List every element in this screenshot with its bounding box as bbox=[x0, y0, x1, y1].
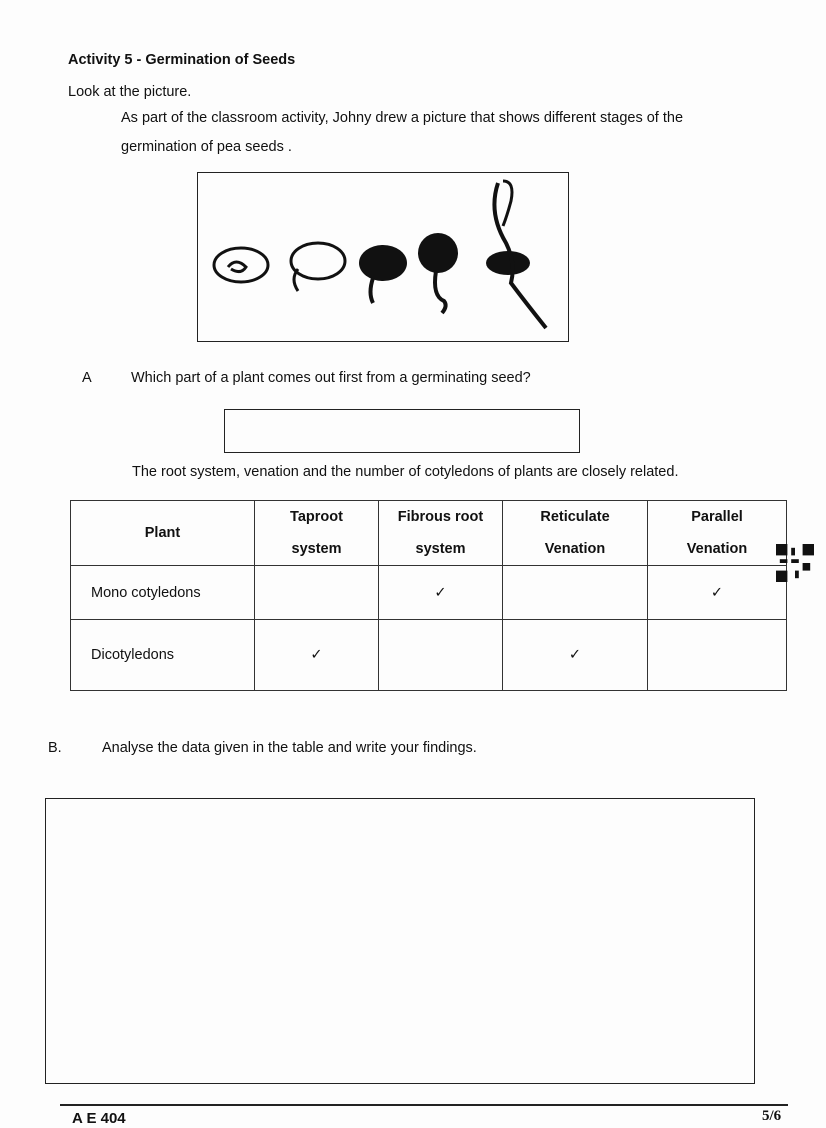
activity-title: Activity 5 - Germination of Seeds bbox=[68, 52, 296, 68]
header-reticulate: Reticulate Venation bbox=[503, 501, 648, 566]
plant-comparison-table bbox=[70, 500, 787, 691]
seed-stages-illustration bbox=[198, 173, 568, 341]
header-parallel: Parallel Venation bbox=[648, 501, 787, 566]
qr-code bbox=[776, 544, 814, 582]
answer-b-box[interactable] bbox=[45, 798, 755, 1084]
check-cell bbox=[503, 566, 648, 620]
answer-a-box[interactable] bbox=[224, 409, 580, 453]
question-b-label: B. bbox=[48, 740, 62, 756]
question-a-label: A bbox=[82, 370, 92, 386]
row-plant: Mono cotyledons bbox=[71, 566, 255, 620]
intro-line-1: As part of the classroom activity, Johny drew a picture that shows different stages of the bbox=[121, 110, 684, 126]
check-cell: ✓ bbox=[255, 620, 379, 691]
check-cell: ✓ bbox=[648, 566, 787, 620]
intro-line-2: germination of pea seeds . bbox=[121, 139, 292, 155]
germination-picture bbox=[197, 172, 569, 342]
table-row bbox=[71, 620, 787, 691]
check-cell: ✓ bbox=[503, 620, 648, 691]
table-header-row bbox=[71, 501, 787, 566]
question-b-text: Analyse the data given in the table and write your findings. bbox=[102, 740, 477, 756]
check-cell bbox=[255, 566, 379, 620]
row-plant: Dicotyledons bbox=[71, 620, 255, 691]
table-row bbox=[71, 566, 787, 620]
check-cell bbox=[379, 620, 503, 691]
check-cell: ✓ bbox=[379, 566, 503, 620]
check-cell bbox=[648, 620, 787, 691]
footer-rule bbox=[60, 1104, 788, 1106]
header-taproot: Taproot system bbox=[255, 501, 379, 566]
header-fibrous-root: Fibrous root system bbox=[379, 501, 503, 566]
instruction: Look at the picture. bbox=[68, 84, 192, 100]
header-plant: Plant bbox=[71, 501, 255, 566]
question-a-text: Which part of a plant comes out first from a germinating seed? bbox=[131, 370, 531, 386]
page-number: 5/6 bbox=[762, 1108, 782, 1124]
relation-text: The root system, venation and the number of cotyledons of plants are closely related. bbox=[132, 464, 679, 480]
footer-code: A E 404 bbox=[72, 1110, 126, 1127]
